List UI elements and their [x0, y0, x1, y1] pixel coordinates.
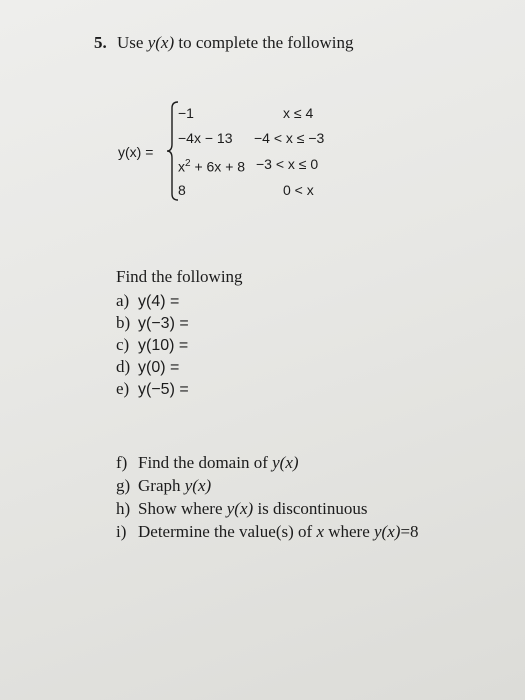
task-label: g) [116, 476, 131, 495]
task-label: i) [116, 522, 127, 541]
task-item-f [116, 454, 299, 472]
find-item-expr: y(−3) = [138, 315, 189, 332]
find-item-expr: y(−5) = [138, 381, 189, 398]
case-expr-4: 8 [178, 182, 186, 198]
task-text: Graph [138, 476, 185, 495]
find-item-expr: y(0) = [138, 359, 180, 376]
task-post: is discontinuous [253, 499, 368, 518]
case-cond-1: x ≤ 4 [283, 105, 314, 121]
task-math: x [316, 522, 324, 541]
find-item-label: e) [116, 379, 130, 398]
task-math: y(x) [272, 453, 299, 472]
find-item-b [116, 314, 189, 333]
find-item-d [116, 358, 179, 377]
task-text: Show where [138, 499, 227, 518]
problem-number: 5. [94, 33, 107, 52]
task-item-h [116, 500, 367, 518]
find-heading: Find the following [116, 267, 243, 286]
case-expr-2: −4x − 13 [178, 130, 233, 146]
task-item-i [116, 523, 419, 541]
task-label: f) [116, 453, 128, 472]
task-text: Find the domain of [138, 453, 273, 472]
prompt-pre: Use [117, 33, 148, 52]
find-item-e [116, 380, 189, 399]
task-math: y(x) [226, 499, 254, 518]
prompt-post: to complete the following [174, 33, 354, 52]
prompt-func: y(x) [147, 33, 175, 52]
case-expr-3 [178, 155, 245, 176]
find-item-expr: y(10) = [138, 337, 189, 354]
case-cond-2: −4 < x ≤ −3 [254, 130, 325, 146]
find-item-c [116, 336, 188, 355]
case-expr-1: −1 [178, 105, 194, 121]
task-text: Determine the value(s) of [138, 522, 317, 541]
find-item-label: b) [116, 313, 131, 332]
task-item-g [116, 477, 211, 495]
case-expr-3-base: x [178, 158, 185, 175]
find-item-label: a) [116, 291, 130, 310]
case-cond-3: −3 < x ≤ 0 [256, 156, 319, 172]
task-math-2: y(x) [374, 522, 401, 541]
piecewise-lhs: y(x) = [118, 144, 154, 160]
task-post: where [323, 522, 375, 541]
problem-header [94, 34, 354, 52]
case-expr-3-exponent: 2 [185, 158, 191, 169]
find-item-a [116, 292, 179, 311]
case-cond-4: 0 < x [283, 182, 314, 198]
find-item-expr: y(4) = [138, 293, 180, 310]
find-item-label: c) [116, 335, 130, 354]
task-label: h) [116, 499, 131, 518]
case-expr-3-rest: + 6x + 8 [190, 158, 246, 175]
task-math: y(x) [184, 476, 212, 495]
task-post-2: =8 [400, 522, 419, 541]
find-item-label: d) [116, 357, 131, 376]
